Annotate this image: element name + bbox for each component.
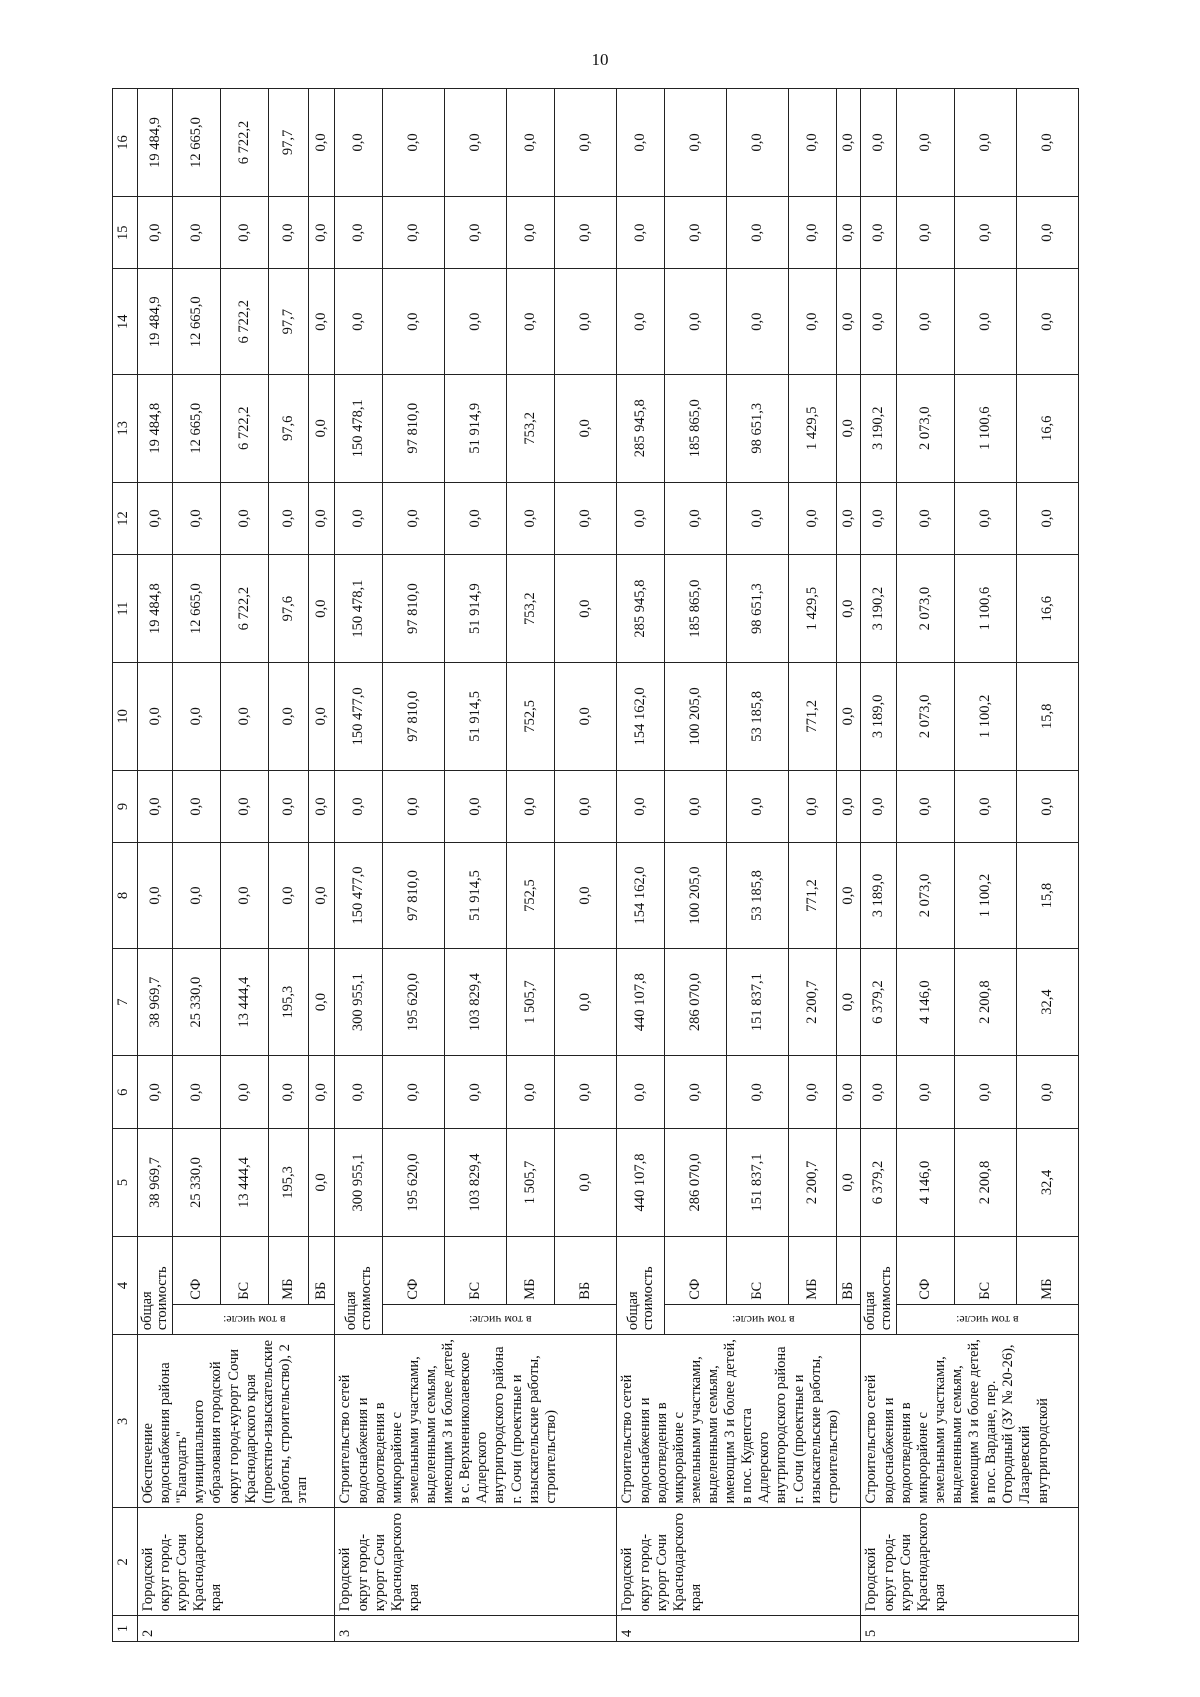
header-cell: 5	[113, 1129, 138, 1237]
value-cell: 0,0	[837, 662, 861, 770]
value-cell: 0,0	[727, 89, 789, 197]
funding-source-cell: БС	[221, 1236, 269, 1304]
value-cell: 0,0	[335, 770, 383, 843]
value-cell: 285 945,8	[617, 374, 665, 482]
value-cell: 0,0	[837, 1129, 861, 1237]
value-cell: 0,0	[309, 269, 335, 374]
value-cell: 0,0	[383, 1056, 445, 1129]
value-cell: 6 379,2	[861, 948, 896, 1056]
value-cell: 0,0	[221, 482, 269, 555]
in-total-label: в том числе:	[468, 1312, 532, 1327]
funding-source-cell: СФ	[896, 1236, 954, 1304]
value-cell: 0,0	[335, 89, 383, 197]
table-body	[138, 89, 1079, 1642]
value-cell: 2 200,7	[789, 1129, 837, 1237]
value-cell: 0,0	[555, 374, 617, 482]
value-cell: 100 205,0	[665, 662, 727, 770]
header-cell: 2	[113, 1508, 138, 1616]
value-cell: 150 477,0	[335, 662, 383, 770]
value-cell: 98 651,3	[727, 374, 789, 482]
value-cell: 0,0	[445, 269, 507, 374]
value-cell: 0,0	[665, 89, 727, 197]
value-cell: 0,0	[555, 196, 617, 269]
value-cell: 440 107,8	[617, 1129, 665, 1237]
value-cell: 19 484,9	[138, 89, 173, 197]
value-cell: 0,0	[861, 770, 896, 843]
value-cell: 25 330,0	[173, 1129, 221, 1237]
value-cell: 0,0	[789, 89, 837, 197]
value-cell: 0,0	[861, 1056, 896, 1129]
value-cell: 0,0	[555, 770, 617, 843]
value-cell: 753,2	[507, 374, 555, 482]
table-row	[335, 89, 383, 1642]
value-cell: 32,4	[1016, 1129, 1078, 1237]
value-cell: 151 837,1	[727, 1129, 789, 1237]
value-cell: 13 444,4	[221, 948, 269, 1056]
value-cell: 25 330,0	[173, 948, 221, 1056]
value-cell: 0,0	[789, 1056, 837, 1129]
value-cell: 97,6	[269, 555, 309, 663]
value-cell: 0,0	[555, 948, 617, 1056]
description-cell: Обеспечение водоснабжения района "Благодать" муниципального образования городской округ город-курорт Сочи Краснодарского края (проектно-изыскательские работы, строительство), 2 этап	[138, 1335, 335, 1508]
value-cell: 0,0	[309, 482, 335, 555]
value-cell: 0,0	[789, 269, 837, 374]
header-cell: 12	[113, 482, 138, 555]
funding-source-cell: ВБ	[555, 1236, 617, 1304]
value-cell: 771,2	[789, 662, 837, 770]
value-cell: 0,0	[309, 948, 335, 1056]
header-cell: 1	[113, 1616, 138, 1642]
value-cell: 0,0	[665, 196, 727, 269]
value-cell: 0,0	[861, 89, 896, 197]
value-cell: 1 100,2	[954, 843, 1016, 948]
value-cell: 0,0	[445, 770, 507, 843]
value-cell: 151 837,1	[727, 948, 789, 1056]
in-total-label: в том числе:	[731, 1312, 795, 1327]
cost-type-cell: общая стоимость	[138, 1236, 173, 1334]
value-cell: 185 865,0	[665, 374, 727, 482]
value-cell: 6 379,2	[861, 1129, 896, 1237]
value-cell: 0,0	[617, 269, 665, 374]
header-cell: 13	[113, 374, 138, 482]
value-cell: 1 505,7	[507, 1129, 555, 1237]
value-cell: 0,0	[617, 770, 665, 843]
value-cell: 4 146,0	[896, 1129, 954, 1237]
table-row	[138, 89, 173, 1642]
value-cell: 13 444,4	[221, 1129, 269, 1237]
description-cell: Строительство сетей водоснабжения и водоотведения в микрорайоне с земельными участками, выделенными семьям, имеющим 3 и более детей, в пос. Кудепста Адлерского внутригородского района г. Сочи (проектные и изыскательские работы, строительство)	[617, 1335, 861, 1508]
value-cell: 0,0	[269, 196, 309, 269]
value-cell: 53 185,8	[727, 843, 789, 948]
header-cell: 10	[113, 662, 138, 770]
value-cell: 154 162,0	[617, 843, 665, 948]
value-cell: 12 665,0	[173, 89, 221, 197]
value-cell: 286 070,0	[665, 1129, 727, 1237]
header-row	[113, 89, 138, 1642]
value-cell: 0,0	[445, 1056, 507, 1129]
funding-source-cell: СФ	[383, 1236, 445, 1304]
value-cell: 1 505,7	[507, 948, 555, 1056]
value-cell: 0,0	[445, 482, 507, 555]
value-cell: 0,0	[221, 662, 269, 770]
header-cell: 15	[113, 196, 138, 269]
value-cell: 0,0	[445, 196, 507, 269]
funding-source-cell: МБ	[269, 1236, 309, 1304]
value-cell: 0,0	[789, 770, 837, 843]
value-cell: 285 945,8	[617, 555, 665, 663]
value-cell: 150 477,0	[335, 843, 383, 948]
value-cell: 0,0	[309, 374, 335, 482]
value-cell: 195 620,0	[383, 1129, 445, 1237]
value-cell: 38 969,7	[138, 1129, 173, 1237]
value-cell: 0,0	[954, 1056, 1016, 1129]
value-cell: 0,0	[309, 89, 335, 197]
funding-source-cell: МБ	[1016, 1236, 1078, 1304]
row-number: 2	[138, 1616, 335, 1642]
value-cell: 0,0	[896, 1056, 954, 1129]
value-cell: 0,0	[837, 269, 861, 374]
value-cell: 0,0	[617, 1056, 665, 1129]
value-cell: 97 810,0	[383, 662, 445, 770]
value-cell: 0,0	[1016, 482, 1078, 555]
cost-type-cell: общая стоимость	[617, 1236, 665, 1334]
description-cell: Строительство сетей водоснабжения и водоотведения в микрорайоне с земельными участками, выделенными семьям, имеющим 3 и более детей, в пос. Вардане, пер. Огородный (ЗУ № 20-26), Лазаревский внутригородской	[861, 1335, 1078, 1508]
value-cell: 0,0	[837, 555, 861, 663]
value-cell: 98 651,3	[727, 555, 789, 663]
value-cell: 771,2	[789, 843, 837, 948]
value-cell: 6 722,2	[221, 374, 269, 482]
value-cell: 0,0	[837, 1056, 861, 1129]
value-cell: 440 107,8	[617, 948, 665, 1056]
row-number: 4	[617, 1616, 861, 1642]
value-cell: 1 429,5	[789, 374, 837, 482]
value-cell: 2 073,0	[896, 374, 954, 482]
value-cell: 2 073,0	[896, 555, 954, 663]
value-cell: 53 185,8	[727, 662, 789, 770]
value-cell: 0,0	[383, 770, 445, 843]
value-cell: 0,0	[727, 1056, 789, 1129]
value-cell: 51 914,9	[445, 555, 507, 663]
value-cell: 0,0	[309, 1056, 335, 1129]
value-cell: 195 620,0	[383, 948, 445, 1056]
value-cell: 752,5	[507, 843, 555, 948]
value-cell: 0,0	[335, 269, 383, 374]
value-cell: 0,0	[896, 196, 954, 269]
value-cell: 300 955,1	[335, 1129, 383, 1237]
value-cell: 0,0	[335, 482, 383, 555]
value-cell: 753,2	[507, 555, 555, 663]
value-cell: 0,0	[555, 482, 617, 555]
value-cell: 0,0	[896, 269, 954, 374]
value-cell: 0,0	[1016, 196, 1078, 269]
value-cell: 0,0	[555, 555, 617, 663]
value-cell: 0,0	[221, 196, 269, 269]
value-cell: 0,0	[309, 662, 335, 770]
in-total-label-cell	[896, 1304, 1078, 1334]
value-cell: 0,0	[383, 482, 445, 555]
value-cell: 0,0	[507, 770, 555, 843]
value-cell: 0,0	[665, 770, 727, 843]
value-cell: 4 146,0	[896, 948, 954, 1056]
municipality-cell: Городской округ город-курорт Сочи Краснодарского края	[335, 1508, 617, 1616]
value-cell: 0,0	[173, 1056, 221, 1129]
value-cell: 0,0	[617, 482, 665, 555]
value-cell: 195,3	[269, 948, 309, 1056]
value-cell: 0,0	[138, 482, 173, 555]
value-cell: 0,0	[665, 482, 727, 555]
value-cell: 0,0	[861, 482, 896, 555]
funding-source-cell: БС	[727, 1236, 789, 1304]
funding-source-cell: МБ	[789, 1236, 837, 1304]
value-cell: 19 484,8	[138, 374, 173, 482]
value-cell: 0,0	[954, 89, 1016, 197]
funding-source-cell: ВБ	[309, 1236, 335, 1304]
value-cell: 0,0	[1016, 770, 1078, 843]
value-cell: 1 100,6	[954, 374, 1016, 482]
value-cell: 0,0	[1016, 269, 1078, 374]
value-cell: 0,0	[173, 662, 221, 770]
value-cell: 6 722,2	[221, 269, 269, 374]
value-cell: 154 162,0	[617, 662, 665, 770]
funding-source-cell: БС	[445, 1236, 507, 1304]
value-cell: 103 829,4	[445, 1129, 507, 1237]
value-cell: 19 484,8	[138, 555, 173, 663]
value-cell: 0,0	[954, 482, 1016, 555]
header-cell: 16	[113, 89, 138, 197]
value-cell: 0,0	[555, 89, 617, 197]
value-cell: 100 205,0	[665, 843, 727, 948]
value-cell: 16,6	[1016, 555, 1078, 663]
value-cell: 15,8	[1016, 662, 1078, 770]
row-number: 5	[861, 1616, 1078, 1642]
value-cell: 0,0	[727, 482, 789, 555]
value-cell: 51 914,9	[445, 374, 507, 482]
value-cell: 0,0	[269, 482, 309, 555]
value-cell: 0,0	[383, 89, 445, 197]
value-cell: 0,0	[309, 196, 335, 269]
value-cell: 38 969,7	[138, 948, 173, 1056]
value-cell: 0,0	[896, 482, 954, 555]
value-cell: 0,0	[954, 269, 1016, 374]
value-cell: 0,0	[954, 196, 1016, 269]
value-cell: 0,0	[861, 196, 896, 269]
value-cell: 0,0	[221, 843, 269, 948]
value-cell: 0,0	[555, 843, 617, 948]
header-cell: 11	[113, 555, 138, 663]
table-row	[617, 89, 665, 1642]
header-cell: 3	[113, 1335, 138, 1508]
value-cell: 15,8	[1016, 843, 1078, 948]
value-cell: 0,0	[861, 269, 896, 374]
value-cell: 0,0	[309, 555, 335, 663]
value-cell: 97,7	[269, 269, 309, 374]
value-cell: 0,0	[507, 1056, 555, 1129]
value-cell: 0,0	[173, 770, 221, 843]
value-cell: 0,0	[173, 482, 221, 555]
header-cell: 7	[113, 948, 138, 1056]
value-cell: 0,0	[309, 843, 335, 948]
funding-source-cell: ВБ	[837, 1236, 861, 1304]
value-cell: 0,0	[789, 196, 837, 269]
value-cell: 0,0	[727, 196, 789, 269]
value-cell: 3 190,2	[861, 374, 896, 482]
value-cell: 0,0	[138, 1056, 173, 1129]
value-cell: 0,0	[138, 843, 173, 948]
municipality-cell: Городской округ город-курорт Сочи Краснодарского края	[617, 1508, 861, 1616]
value-cell: 0,0	[383, 196, 445, 269]
value-cell: 0,0	[309, 1129, 335, 1237]
in-total-label-cell	[173, 1304, 335, 1334]
funding-source-cell: МБ	[507, 1236, 555, 1304]
value-cell: 12 665,0	[173, 374, 221, 482]
value-cell: 0,0	[138, 196, 173, 269]
value-cell: 19 484,9	[138, 269, 173, 374]
row-number: 3	[335, 1616, 617, 1642]
page-number: 10	[591, 50, 609, 69]
value-cell: 2 200,8	[954, 1129, 1016, 1237]
value-cell: 0,0	[507, 482, 555, 555]
value-cell: 0,0	[269, 1056, 309, 1129]
value-cell: 0,0	[837, 770, 861, 843]
value-cell: 0,0	[789, 482, 837, 555]
value-cell: 0,0	[138, 770, 173, 843]
value-cell: 0,0	[221, 1056, 269, 1129]
value-cell: 0,0	[837, 196, 861, 269]
budget-table	[112, 88, 1079, 1642]
value-cell: 12 665,0	[173, 269, 221, 374]
value-cell: 0,0	[1016, 89, 1078, 197]
value-cell: 2 073,0	[896, 662, 954, 770]
value-cell: 0,0	[383, 269, 445, 374]
value-cell: 0,0	[665, 1056, 727, 1129]
table-row	[861, 89, 896, 1642]
value-cell: 0,0	[138, 662, 173, 770]
value-cell: 0,0	[727, 770, 789, 843]
header-cell: 8	[113, 843, 138, 948]
value-cell: 0,0	[837, 948, 861, 1056]
in-total-label-cell	[383, 1304, 617, 1334]
value-cell: 150 478,1	[335, 555, 383, 663]
value-cell: 1 429,5	[789, 555, 837, 663]
value-cell: 97 810,0	[383, 555, 445, 663]
value-cell: 0,0	[507, 196, 555, 269]
value-cell: 12 665,0	[173, 555, 221, 663]
value-cell: 0,0	[1016, 1056, 1078, 1129]
value-cell: 0,0	[507, 89, 555, 197]
value-cell: 0,0	[837, 482, 861, 555]
value-cell: 3 189,0	[861, 843, 896, 948]
rotated-table-frame	[112, 88, 1108, 1642]
value-cell: 3 190,2	[861, 555, 896, 663]
value-cell: 97 810,0	[383, 843, 445, 948]
value-cell: 97,6	[269, 374, 309, 482]
header-cell: 9	[113, 770, 138, 843]
value-cell: 0,0	[507, 269, 555, 374]
header-cell: 6	[113, 1056, 138, 1129]
value-cell: 0,0	[221, 770, 269, 843]
header-cell: 14	[113, 269, 138, 374]
value-cell: 2 200,8	[954, 948, 1016, 1056]
value-cell: 51 914,5	[445, 662, 507, 770]
value-cell: 0,0	[173, 196, 221, 269]
value-cell: 1 100,6	[954, 555, 1016, 663]
value-cell: 0,0	[335, 196, 383, 269]
table-container	[112, 88, 1108, 1642]
value-cell: 3 189,0	[861, 662, 896, 770]
value-cell: 0,0	[837, 374, 861, 482]
value-cell: 1 100,2	[954, 662, 1016, 770]
municipality-cell: Городской округ город-курорт Сочи Краснодарского края	[138, 1508, 335, 1616]
value-cell: 0,0	[896, 770, 954, 843]
value-cell: 32,4	[1016, 948, 1078, 1056]
in-total-label: в том числе:	[222, 1312, 286, 1327]
value-cell: 150 478,1	[335, 374, 383, 482]
value-cell: 103 829,4	[445, 948, 507, 1056]
value-cell: 0,0	[837, 843, 861, 948]
value-cell: 51 914,5	[445, 843, 507, 948]
value-cell: 0,0	[555, 1129, 617, 1237]
value-cell: 300 955,1	[335, 948, 383, 1056]
cost-type-cell: общая стоимость	[861, 1236, 896, 1334]
header-cell: 4	[113, 1236, 138, 1334]
value-cell: 97,7	[269, 89, 309, 197]
value-cell: 0,0	[445, 89, 507, 197]
value-cell: 0,0	[309, 770, 335, 843]
description-cell: Строительство сетей водоснабжения и водоотведения в микрорайоне с земельными участками, выделенными семьям, имеющим 3 и более детей, в с. Верхнениколаевское Адлерского внутригородского района г. Сочи (проектные и изыскательские работы, строительство)	[335, 1335, 617, 1508]
value-cell: 0,0	[665, 269, 727, 374]
value-cell: 0,0	[837, 89, 861, 197]
value-cell: 195,3	[269, 1129, 309, 1237]
municipality-cell: Городской округ город-курорт Сочи Краснодарского края	[861, 1508, 1078, 1616]
value-cell: 0,0	[335, 1056, 383, 1129]
value-cell: 0,0	[617, 89, 665, 197]
value-cell: 0,0	[896, 89, 954, 197]
value-cell: 0,0	[727, 269, 789, 374]
value-cell: 6 722,2	[221, 89, 269, 197]
value-cell: 6 722,2	[221, 555, 269, 663]
value-cell: 0,0	[173, 843, 221, 948]
funding-source-cell: СФ	[173, 1236, 221, 1304]
funding-source-cell: БС	[954, 1236, 1016, 1304]
value-cell: 0,0	[617, 196, 665, 269]
value-cell: 2 200,7	[789, 948, 837, 1056]
value-cell: 752,5	[507, 662, 555, 770]
value-cell: 0,0	[555, 662, 617, 770]
value-cell: 0,0	[555, 269, 617, 374]
value-cell: 0,0	[269, 662, 309, 770]
value-cell: 0,0	[555, 1056, 617, 1129]
value-cell: 0,0	[954, 770, 1016, 843]
in-total-label-cell	[665, 1304, 861, 1334]
value-cell: 0,0	[269, 843, 309, 948]
value-cell: 2 073,0	[896, 843, 954, 948]
value-cell: 0,0	[269, 770, 309, 843]
funding-source-cell: СФ	[665, 1236, 727, 1304]
value-cell: 16,6	[1016, 374, 1078, 482]
cost-type-cell: общая стоимость	[335, 1236, 383, 1334]
in-total-label: в том числе:	[956, 1312, 1019, 1327]
value-cell: 286 070,0	[665, 948, 727, 1056]
value-cell: 97 810,0	[383, 374, 445, 482]
value-cell: 185 865,0	[665, 555, 727, 663]
